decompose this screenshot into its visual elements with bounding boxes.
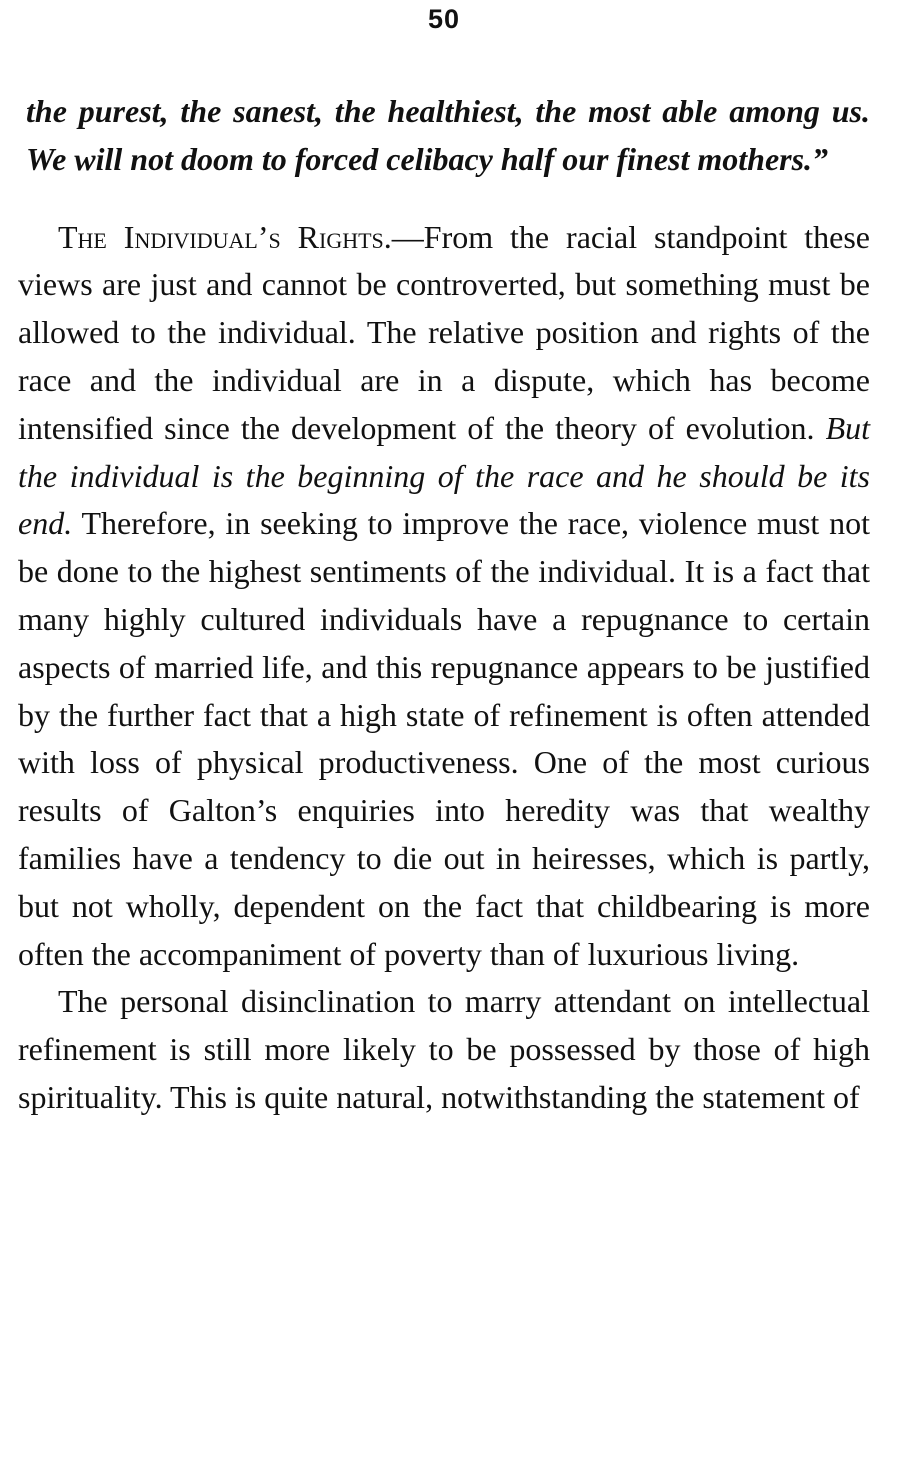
- italic-emphasis: But the individual is the beginning of the race and he should be its end.: [18, 409, 870, 542]
- section-heading: The Individual’s Rights.: [58, 218, 392, 255]
- paragraph-individuals-rights: [18, 214, 870, 979]
- em-dash: —: [391, 218, 424, 255]
- quote-continuation: the purest, the sanest, the healthiest, the most able among us. We will not doom to forced celibacy half our finest mothers.”: [26, 93, 870, 177]
- paragraph-text-a: From the racial standpoint these views are just and cannot be controverted, but something must be allowed to the individual. The relative position and rights of the race and the individual are in a dispute, which has become intensified since the development of the theory of evolution.: [18, 218, 870, 446]
- page-number: 50: [427, 4, 461, 34]
- paragraph-disinclination: The personal disinclination to marry attendant on intellectual refinement is still more likely to be possessed by those of high spirituality. This is quite natural, notwithstanding the statement of: [18, 983, 870, 1115]
- paragraph-text-b: Therefore, in seeking to improve the race, violence must not be done to the highest sentiments of the individual. It is a fact that many highly cultured individuals have a repugnance to certain aspects of married life, and this repugnance appears to be justified by the further fact that a high state of refinement is often attended with loss of physical productiveness. One of the most curious results of Galton’s enquiries into heredity was that wealthy families have a tendency to die out in heiresses, which is partly, but not wholly, dependent on the fact that childbearing is more often the accompaniment of poverty than of luxurious living.: [18, 505, 870, 972]
- page-body: [18, 88, 870, 1122]
- book-page: [18, 0, 870, 1476]
